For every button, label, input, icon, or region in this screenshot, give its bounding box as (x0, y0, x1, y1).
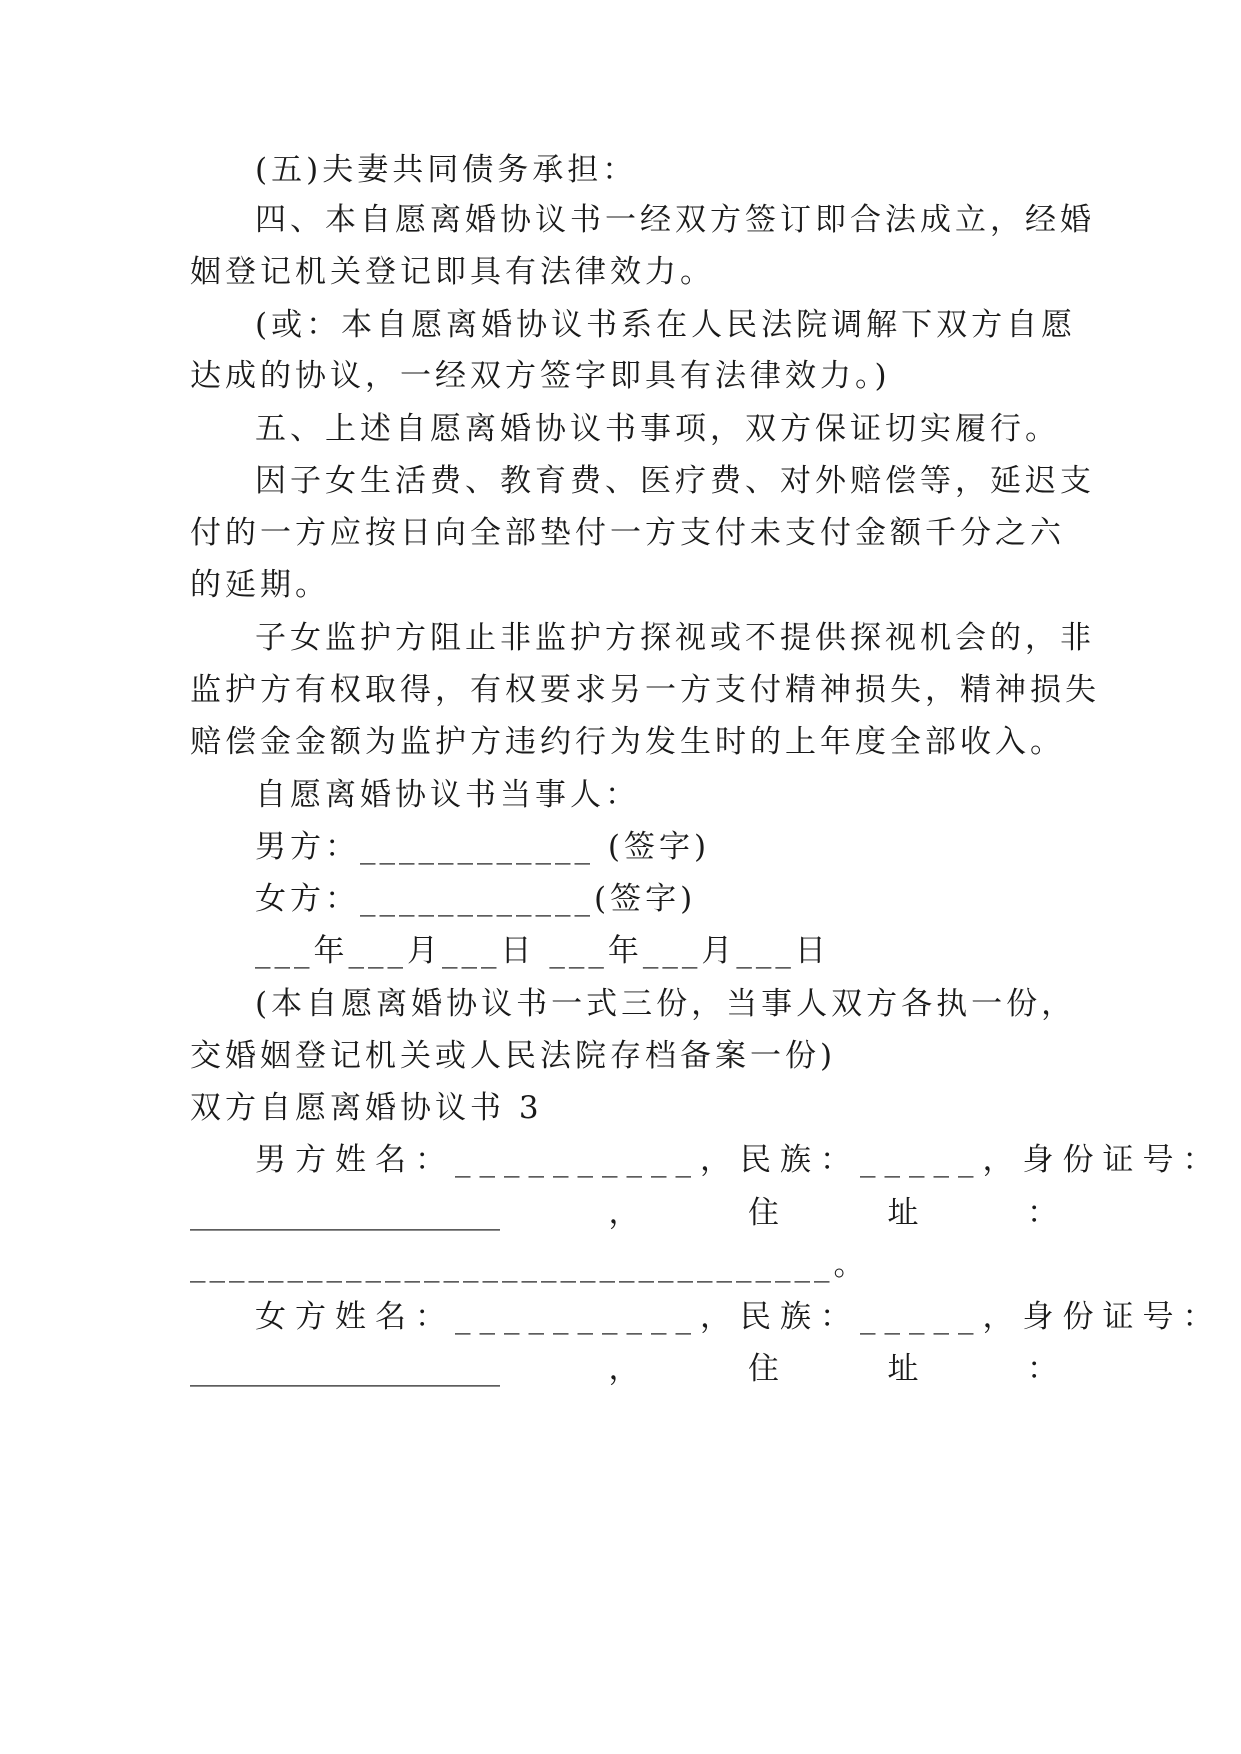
female-signature-line: 女方：____________(签字) (255, 881, 697, 917)
female-info-line: 女方姓名：__________，民族：_____，身份证号： (255, 1299, 1223, 1335)
late-payment-line-1: 因子女生活费、教育费、医疗费、对外赔偿等，延迟支 (255, 463, 1095, 499)
visitation-line-1: 子女监护方阻止非监护方探视或不提供探视机会的，非 (255, 620, 1095, 656)
clause-four-line-2: 姻登记机关登记即具有法律效力。 (190, 254, 715, 290)
comma: ， (608, 1351, 640, 1387)
alternative-clause-line-1: (或：本自愿离婚协议书系在人民法院调解下双方自愿 (255, 307, 1077, 343)
male-info-line: 男方姓名：__________，民族：_____，身份证号： (255, 1142, 1223, 1178)
late-payment-line-2: 付的一方应按日向全部垫付一方支付未支付金额千分之六 (190, 515, 1065, 551)
copies-note-line-2: 交婚姻登记机关或人民法院存档备案一份) (190, 1038, 837, 1074)
colon: ： (1027, 1351, 1058, 1387)
date-line: ___年___月___日 ___年___月___日 (255, 933, 830, 969)
visitation-line-3: 赔偿金金额为监护方违约行为发生时的上年度全部收入。 (190, 724, 1065, 760)
late-payment-line-3: 的延期。 (190, 567, 330, 603)
male-signature-line: 男方：____________ (签字) (255, 829, 711, 865)
male-address-blank: _________________________________。 (190, 1247, 869, 1283)
visitation-line-2: 监护方有权取得，有权要求另一方支付精神损失，精神损失 (190, 672, 1100, 708)
address-label-2: 址 (887, 1351, 919, 1387)
copies-note-line-1: (本自愿离婚协议书一式三份，当事人双方各执一份， (255, 986, 1077, 1022)
colon: ： (1027, 1195, 1058, 1231)
comma: ， (608, 1195, 640, 1231)
male-address-row (190, 1193, 1058, 1233)
clause-five-line: 五、上述自愿离婚协议书事项，双方保证切实履行。 (255, 411, 1060, 447)
alternative-clause-line-2: 达成的协议，一经双方签字即具有法律效力。) (190, 358, 891, 394)
parties-heading: 自愿离婚协议书当事人： (255, 777, 640, 813)
female-address-row (190, 1349, 1058, 1389)
address-label-2: 址 (887, 1195, 919, 1231)
male-id-blank: ____________________ (190, 1195, 500, 1231)
clause-four-line-1: 四、本自愿离婚协议书一经双方签订即合法成立，经婚 (255, 202, 1095, 238)
debt-clause-heading: (五)夫妻共同债务承担： (255, 152, 638, 188)
address-label-1: 住 (748, 1195, 779, 1231)
female-id-blank: ____________________ (190, 1351, 500, 1387)
section-title: 双方自愿离婚协议书 3 (190, 1090, 543, 1126)
address-label-1: 住 (748, 1351, 779, 1387)
